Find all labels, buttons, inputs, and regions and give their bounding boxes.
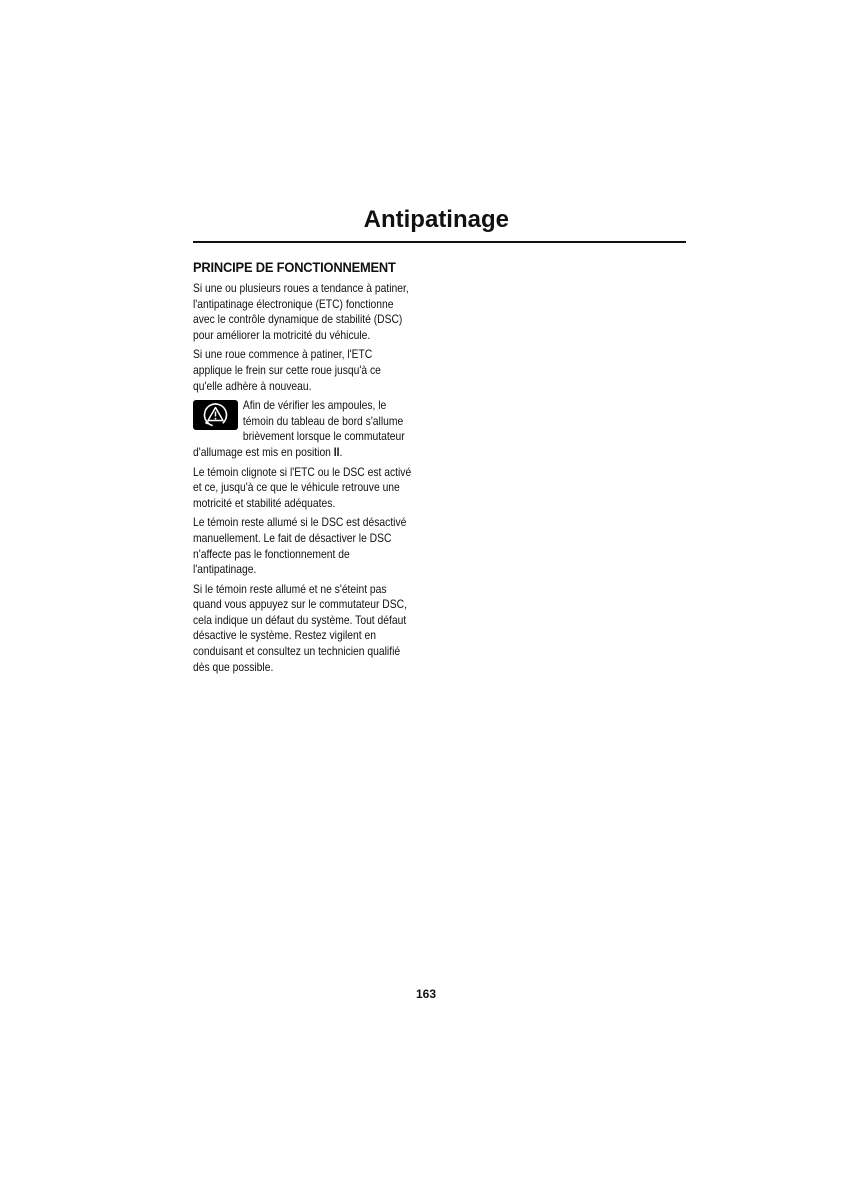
ignition-position-label: II [333,444,340,459]
warning-lamp-paragraph [193,398,433,460]
text-line: n'affecte pas le fonctionnement de [193,546,350,561]
text-line: conduisant et consultez un technicien qualifié [193,644,401,659]
text-line: témoin du tableau de bord s'allume [242,413,404,428]
text-line: Le témoin clignote si l'ETC ou le DSC est activé [193,464,412,479]
paragraph-5 [193,582,430,676]
text-line: manuellement. Le fait de désactiver le DSC [193,530,392,545]
paragraph-4 [193,515,430,577]
text-line: l'antipatinage électronique (ETC) fonctionne [193,296,394,311]
paragraph-1 [193,281,430,343]
text-line: désactive le système. Restez vigilent en [193,628,376,643]
text-line: qu'elle adhère à nouveau. [193,378,312,393]
text-line: Le témoin reste allumé si le DSC est désactivé [193,515,407,530]
text-line: Si une roue commence à patiner, l'ETC [193,347,373,362]
text-line: brièvement lorsque le commutateur [242,429,405,444]
page-number: 163 [416,987,437,1001]
text-line: Si le témoin reste allumé et ne s'éteint pas [193,581,387,596]
text-line: cela indique un défaut du système. Tout défaut [193,612,407,627]
text-fragment: d'allumage est mis en position [193,444,334,459]
text-line: quand vous appuyez sur le commutateur DSC, [193,597,407,612]
text-fragment: . [339,444,343,459]
warning-lamp-text [193,398,430,460]
text-line: dès que possible. [193,659,274,674]
text-line: et ce, jusqu'à ce que le véhicule retrouve une [193,480,400,495]
text-line: avec le contrôle dynamique de stabilité (DSC) [193,312,403,327]
title-divider [193,241,686,243]
text-line: motricité et stabilité adéquates. [193,495,336,510]
text-line: applique le frein sur cette roue jusqu'à ce [193,362,381,377]
paragraph-3 [193,465,430,512]
text-line: Si une ou plusieurs roues a tendance à patiner, [193,281,409,295]
section-heading: PRINCIPE DE FONCTIONNEMENT [193,259,396,275]
text-line: Afin de vérifier les ampoules, le [242,398,387,413]
page-title: Antipatinage [363,206,509,233]
text-line: l'antipatinage. [193,562,257,577]
paragraph-2 [193,347,430,394]
main-column [193,258,433,679]
text-line: pour améliorer la motricité du véhicule. [193,327,371,342]
text-line [193,445,430,461]
